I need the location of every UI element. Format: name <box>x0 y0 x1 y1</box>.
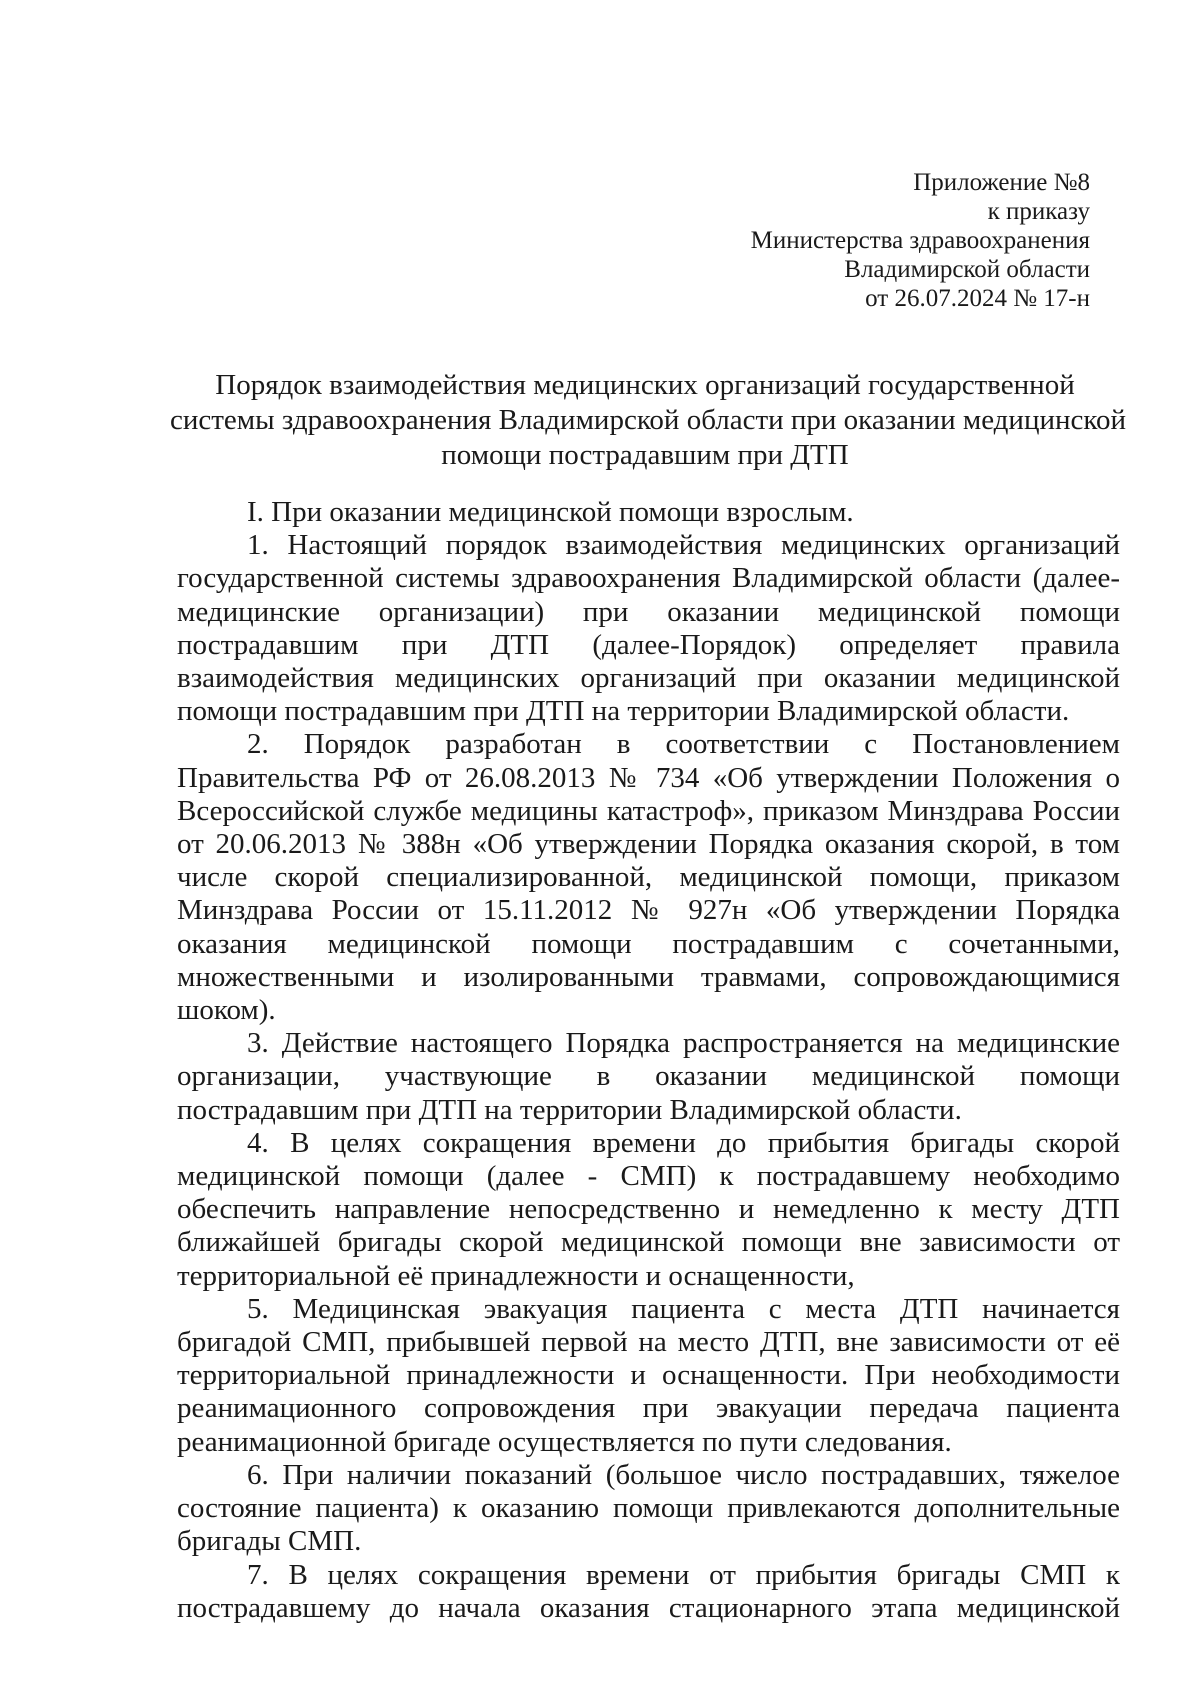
title-line: помощи пострадавшим при ДТП <box>441 439 849 471</box>
paragraph-1: 1. Настоящий порядок взаимодействия медицинских организаций государственной системы здравоохранения Владимирской области (далее-медицинские организации) при оказании медицинской помощи пострадавшим при ДТП (далее-Порядок) определяет правила взаимодействия медицинских организаций при оказании медицинской помощи пострадавшим при ДТП на территории Владимирской области. <box>177 529 1120 728</box>
approval-line: Владимирской области <box>844 256 1090 283</box>
approval-line: к приказу <box>987 198 1090 225</box>
approval-line: Министерства здравоохранения <box>750 227 1090 254</box>
paragraph-3: 3. Действие настоящего Порядка распространяется на медицинские организации, участвующие в оказании медицинской помощи пострадавшим при ДТП на территории Владимирской области. <box>177 1027 1120 1126</box>
paragraph-2: 2. Порядок разработан в соответствии с Постановлением Правительства РФ от 26.08.2013 № 734 «Об утверждении Положения о Всероссийской службе медицины катастроф», приказом Минздрава России от 20.06.2013 № 388н «Об утверждении Порядка оказания скорой, в том числе скорой специализированной, медицинской помощи, приказом Минздрава России от 15.11.2012 № 927н «Об утверждении Порядка оказания медицинской помощи пострадавшим с сочетанными, множественными и изолированными травмами, сопровождающимися шоком). <box>177 728 1120 1027</box>
document-title <box>170 368 1127 473</box>
paragraph-6: 6. При наличии показаний (большое число пострадавших, тяжелое состояние пациента) к оказанию помощи привлекаются дополнительные бригады СМП. <box>177 1458 1120 1558</box>
approval-line: от 26.07.2024 № 17-н <box>865 285 1090 312</box>
paragraph-4: 4. В целях сокращения времени до прибытия бригады скорой медицинской помощи (далее - СМП) к пострадавшему необходимо обеспечить направление непосредственно и немедленно к месту ДТП ближайшей бригады скорой медицинской помощи вне зависимости от территориальной её принадлежности и оснащенности, <box>177 1126 1120 1292</box>
approval-line: Приложение №8 <box>913 169 1090 196</box>
title-line: системы здравоохранения Владимирской области при оказании медицинской <box>170 404 1127 436</box>
paragraph-5: 5. Медицинская эвакуация пациента с места ДТП начинается бригадой СМП, прибывшей первой на место ДТП, вне зависимости от её территориальной принадлежности и оснащенности. При необходимости реанимационного сопровождения при эвакуации передача пациента реанимационной бригаде осуществляется по пути следования. <box>177 1292 1120 1458</box>
section-heading: I. При оказании медицинской помощи взрослым. <box>247 496 854 528</box>
title-line: Порядок взаимодействия медицинских организаций государственной <box>215 369 1075 401</box>
approval-block <box>570 168 1090 313</box>
document-body <box>177 496 1120 1625</box>
paragraph-7: 7. В целях сокращения времени от прибытия бригады СМП к пострадавшему до начала оказания стационарного этапа медицинской <box>177 1558 1120 1624</box>
